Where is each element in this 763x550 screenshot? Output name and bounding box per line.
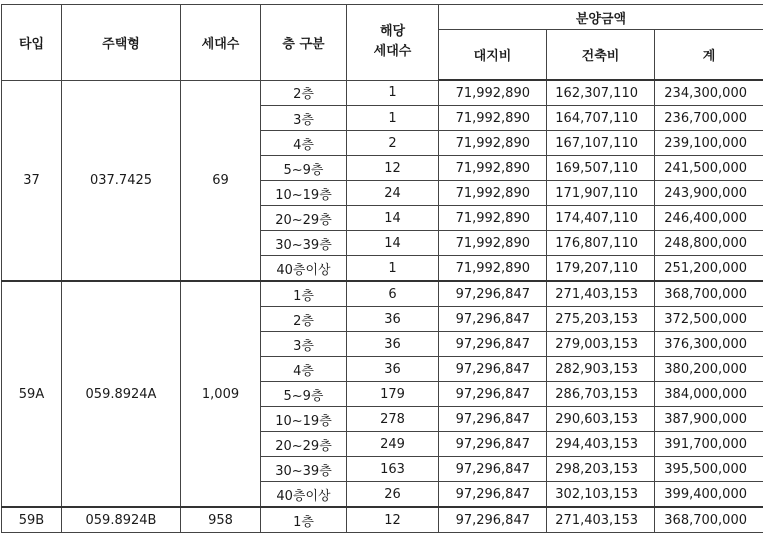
units-cell: 12 — [347, 156, 439, 181]
build-price-cell: 298,203,153 — [547, 457, 655, 482]
build-price-cell: 169,507,110 — [547, 156, 655, 181]
floor-cell: 3층 — [261, 106, 347, 131]
total-price-cell: 399,400,000 — [655, 482, 763, 508]
housing-cell: 059.8924B — [62, 507, 181, 533]
units-cell: 14 — [347, 206, 439, 231]
units-cell: 163 — [347, 457, 439, 482]
total-price-cell: 380,200,000 — [655, 357, 763, 382]
floor-cell: 10~19층 — [261, 181, 347, 206]
header-households: 세대수 — [181, 5, 261, 81]
households-cell: 69 — [181, 80, 261, 281]
type-cell: 59B — [2, 507, 62, 533]
units-cell: 249 — [347, 432, 439, 457]
land-price-cell: 97,296,847 — [439, 332, 547, 357]
build-price-cell: 271,403,153 — [547, 507, 655, 533]
total-price-cell: 387,900,000 — [655, 407, 763, 432]
land-price-cell: 97,296,847 — [439, 281, 547, 307]
households-cell: 958 — [181, 507, 261, 533]
land-price-cell: 71,992,890 — [439, 181, 547, 206]
floor-cell: 2층 — [261, 80, 347, 106]
housing-cell: 059.8924A — [62, 281, 181, 507]
build-price-cell: 174,407,110 — [547, 206, 655, 231]
build-price-cell: 302,103,153 — [547, 482, 655, 508]
total-price-cell: 376,300,000 — [655, 332, 763, 357]
land-price-cell: 71,992,890 — [439, 106, 547, 131]
land-price-cell: 97,296,847 — [439, 457, 547, 482]
floor-cell: 20~29층 — [261, 432, 347, 457]
floor-cell: 4층 — [261, 357, 347, 382]
floor-cell: 20~29층 — [261, 206, 347, 231]
land-price-cell: 71,992,890 — [439, 231, 547, 256]
total-price-cell: 391,700,000 — [655, 432, 763, 457]
floor-cell: 40층이상 — [261, 482, 347, 508]
units-cell: 179 — [347, 382, 439, 407]
total-price-cell: 251,200,000 — [655, 256, 763, 282]
build-price-cell: 279,003,153 — [547, 332, 655, 357]
total-price-cell: 368,700,000 — [655, 507, 763, 533]
total-price-cell: 241,500,000 — [655, 156, 763, 181]
units-cell: 1 — [347, 106, 439, 131]
total-price-cell: 246,400,000 — [655, 206, 763, 231]
build-price-cell: 179,207,110 — [547, 256, 655, 282]
floor-cell: 30~39층 — [261, 231, 347, 256]
table-row — [2, 507, 763, 533]
land-price-cell: 97,296,847 — [439, 307, 547, 332]
table-row — [2, 281, 763, 307]
housing-cell: 037.7425 — [62, 80, 181, 281]
land-price-cell: 71,992,890 — [439, 206, 547, 231]
land-price-cell: 97,296,847 — [439, 482, 547, 508]
units-cell: 1 — [347, 80, 439, 106]
build-price-cell: 176,807,110 — [547, 231, 655, 256]
land-price-cell: 97,296,847 — [439, 382, 547, 407]
floor-cell: 5~9층 — [261, 156, 347, 181]
header-build: 건축비 — [547, 30, 655, 81]
header-total: 계 — [655, 30, 763, 81]
build-price-cell: 294,403,153 — [547, 432, 655, 457]
units-cell: 14 — [347, 231, 439, 256]
floor-cell: 1층 — [261, 507, 347, 533]
total-price-cell: 248,800,000 — [655, 231, 763, 256]
build-price-cell: 286,703,153 — [547, 382, 655, 407]
table-body — [2, 80, 763, 533]
units-cell: 36 — [347, 357, 439, 382]
total-price-cell: 234,300,000 — [655, 80, 763, 106]
units-cell: 12 — [347, 507, 439, 533]
build-price-cell: 171,907,110 — [547, 181, 655, 206]
total-price-cell: 239,100,000 — [655, 131, 763, 156]
total-price-cell: 395,500,000 — [655, 457, 763, 482]
floor-cell: 2층 — [261, 307, 347, 332]
units-cell: 24 — [347, 181, 439, 206]
floor-cell: 3층 — [261, 332, 347, 357]
build-price-cell: 162,307,110 — [547, 80, 655, 106]
land-price-cell: 97,296,847 — [439, 357, 547, 382]
total-price-cell: 236,700,000 — [655, 106, 763, 131]
total-price-cell: 384,000,000 — [655, 382, 763, 407]
units-cell: 1 — [347, 256, 439, 282]
header-price: 분양금액 — [439, 5, 763, 30]
type-cell: 59A — [2, 281, 62, 507]
build-price-cell: 167,107,110 — [547, 131, 655, 156]
header-land: 대지비 — [439, 30, 547, 81]
header-housing: 주택형 — [62, 5, 181, 81]
land-price-cell: 71,992,890 — [439, 256, 547, 282]
floor-cell: 30~39층 — [261, 457, 347, 482]
land-price-cell: 97,296,847 — [439, 407, 547, 432]
land-price-cell: 97,296,847 — [439, 507, 547, 533]
floor-cell: 40층이상 — [261, 256, 347, 282]
households-cell: 1,009 — [181, 281, 261, 507]
build-price-cell: 290,603,153 — [547, 407, 655, 432]
floor-cell: 5~9층 — [261, 382, 347, 407]
units-cell: 2 — [347, 131, 439, 156]
header-units: 해당 세대수 — [347, 5, 439, 81]
build-price-cell: 275,203,153 — [547, 307, 655, 332]
floor-cell: 4층 — [261, 131, 347, 156]
floor-cell: 10~19층 — [261, 407, 347, 432]
build-price-cell: 282,903,153 — [547, 357, 655, 382]
units-cell: 278 — [347, 407, 439, 432]
units-cell: 36 — [347, 307, 439, 332]
floor-cell: 1층 — [261, 281, 347, 307]
units-cell: 36 — [347, 332, 439, 357]
land-price-cell: 71,992,890 — [439, 131, 547, 156]
build-price-cell: 271,403,153 — [547, 281, 655, 307]
table-row — [2, 80, 763, 106]
land-price-cell: 97,296,847 — [439, 432, 547, 457]
total-price-cell: 372,500,000 — [655, 307, 763, 332]
total-price-cell: 243,900,000 — [655, 181, 763, 206]
land-price-cell: 71,992,890 — [439, 80, 547, 106]
type-cell: 37 — [2, 80, 62, 281]
header-type: 타입 — [2, 5, 62, 81]
build-price-cell: 164,707,110 — [547, 106, 655, 131]
header-floor: 층 구분 — [261, 5, 347, 81]
total-price-cell: 368,700,000 — [655, 281, 763, 307]
units-cell: 26 — [347, 482, 439, 508]
price-table — [1, 4, 763, 533]
units-cell: 6 — [347, 281, 439, 307]
land-price-cell: 71,992,890 — [439, 156, 547, 181]
